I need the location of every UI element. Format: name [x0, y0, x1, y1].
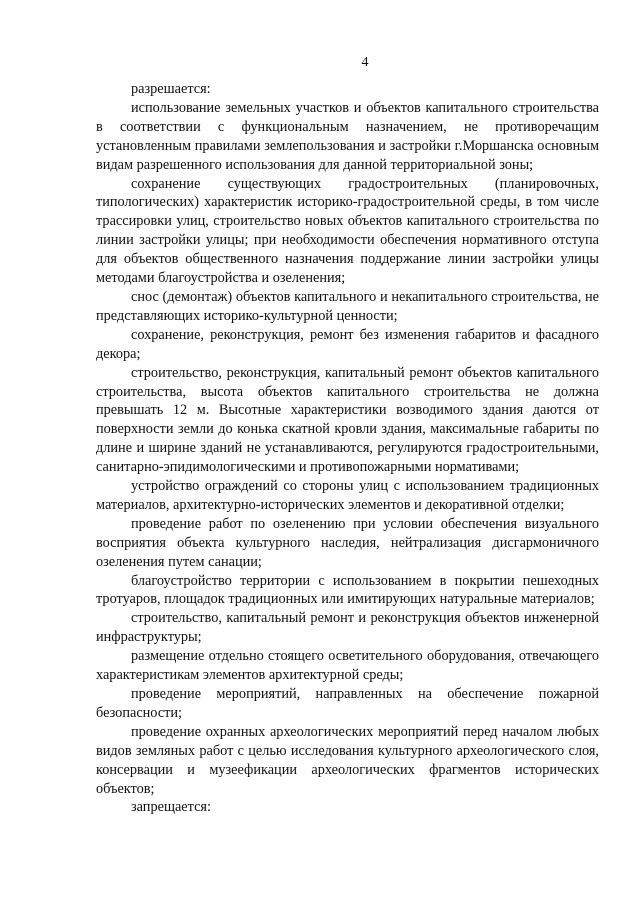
paragraph-prohibited-heading: запрещается:	[131, 799, 211, 816]
paragraph-improvement: благоустройство территории с использованием в покрытии пешеходных тротуаров, площадок традиционных или имитирующих натуральные материалов;	[96, 572, 599, 608]
page-number: 4	[361, 55, 369, 70]
paragraph-construction-height: строительство, реконструкция, капитальный ремонт объектов капитального строительства, высота объектов капитального строительства не должна превышать 12 м. Высотные характеристики возводимого здания даются от поверхности земли до конька скатной кровли здания, максимальные габариты по длине и ширине зданий не устанавливаются, регулируются градостроительными, санитарно-эпидимологическими и противопожарными нормативами;	[96, 364, 599, 476]
paragraph-demolition: снос (демонтаж) объектов капитального и некапитального строительства, не представляющих историко-культурной ценности;	[96, 288, 599, 324]
paragraph-archaeology: проведение охранных археологических мероприятий перед началом любых видов земляных работ с целью исследования культурного археологического слоя, консервации и музеефикации археологических фрагментов исторических объектов;	[96, 723, 599, 797]
paragraph-facade-preservation: сохранение, реконструкция, ремонт без изменения габаритов и фасадного декора;	[96, 326, 599, 362]
paragraph-fencing: устройство ограждений со стороны улиц с использованием традиционных материалов, архитектурно-исторических элементов и декоративной отделки;	[96, 478, 599, 513]
paragraph-permitted-heading: разрешается:	[131, 81, 211, 97]
paragraph-land-use: использование земельных участков и объектов капитального строительства в соответствии с функциональным назначением, не противоречащим установленным правилами землепользования и застройки г.Моршанска основным видам разрешенного использования для данной территориальной зоны;	[96, 99, 599, 173]
paragraph-infrastructure: строительство, капитальный ремонт и реконструкция объектов инженерной инфраструктуры;	[96, 610, 599, 646]
paragraph-fire-safety: проведение мероприятий, направленных на обеспечение пожарной безопасности;	[96, 686, 599, 721]
paragraph-landscaping: проведение работ по озеленению при условии обеспечения визуального восприятия объекта культурного наследия, нейтрализация дисгармоничного озеленения путем санации;	[96, 515, 599, 570]
document-body	[96, 80, 599, 817]
paragraph-lighting: размещение отдельно стоящего осветительного оборудования, отвечающего характеристикам элементов архитектурной среды;	[96, 648, 599, 684]
paragraph-preserve-characteristics: сохранение существующих градостроительных (планировочных, типологических) характеристик историко-градостроительной среды, в том числе трассировки улиц, строительство новых объектов капитального строительства по линии застройки улицы; при необходимости обеспечения нормативного отступа для объектов общественного назначения поддержание линии застройки улицы методами благоустройства и озеленения;	[96, 175, 599, 287]
